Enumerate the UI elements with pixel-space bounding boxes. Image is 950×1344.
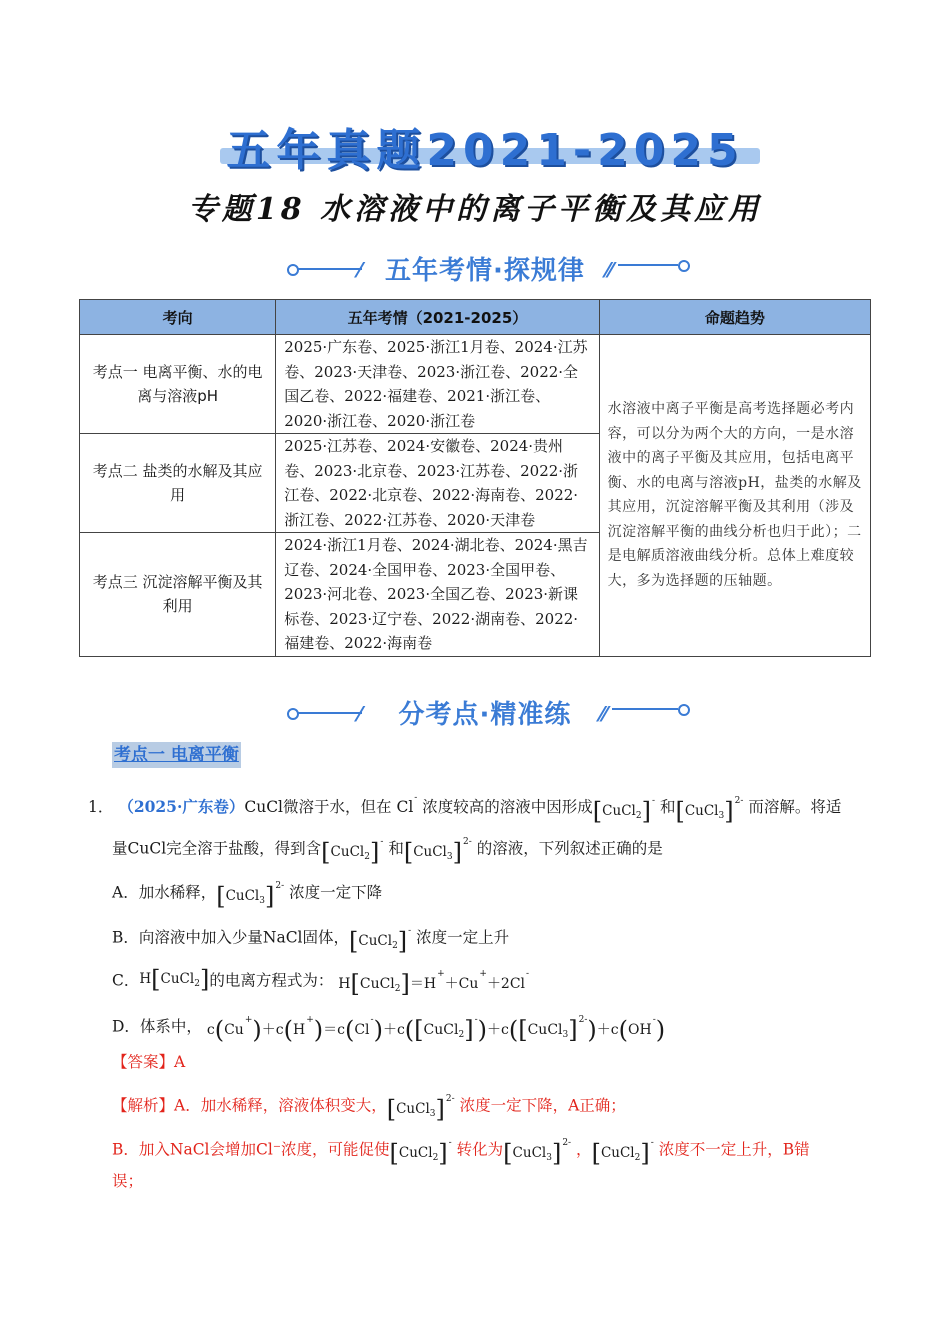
analysis-text: 浓度一定下降，A正确； (459, 1096, 626, 1115)
stem-text: 和 (388, 839, 404, 858)
formula: Cl- (396, 793, 418, 816)
question-stem-line-2 (112, 829, 663, 870)
formula: [CuCl$_3$]$^{2-}$ (386, 1094, 455, 1124)
table-cell-trend: 水溶液中离子平衡是高考选择题必考内容，可以分为两个大的方向，一是水溶液中的离子平衡及其应用，包括电离平衡、水的电离与溶液pH，盐类的水解及其应用，沉淀溶解平衡及其利用（涉及沉淀溶解平衡的曲线分析也归于此）；二是电解质溶液曲线分析。总体上难度较大，多为选择题的压轴题。 (599, 335, 870, 657)
answer-label: 【答案】A (112, 1053, 186, 1071)
dot-icon (678, 704, 690, 716)
table-cell-years: 2025·广东卷、2025·浙江1月卷、2024·江苏卷、2023·天津卷、2023·浙江卷、2022·全国乙卷、2022·福建卷、2021·浙江卷、2020·浙江卷、2020·浙江卷 (276, 335, 599, 434)
analysis-text: 转化为 (456, 1140, 504, 1159)
analysis-text: ， (576, 1140, 592, 1159)
section-header-2 (0, 694, 950, 734)
slash-icon: ⁄⁄ (606, 258, 613, 282)
formula: [CuCl$_3$]$^{2-}$ (403, 837, 472, 867)
option-text: 浓度一定上升 (416, 928, 510, 947)
divider-right (618, 264, 678, 266)
formula: [CuCl$_2$]- (389, 1138, 452, 1168)
stem-text: 的溶液，下列叙述正确的是 (476, 839, 663, 858)
slash-icon: ⁄⁄ (600, 702, 607, 726)
section-title: 五年考情·探规律 (385, 256, 585, 286)
option-text: D．体系中， (112, 1017, 202, 1036)
banner (210, 110, 760, 174)
option-text: 浓度一定下降 (289, 883, 383, 902)
analysis-line-b (112, 1130, 810, 1171)
analysis-line-b-cont: 误； (112, 1172, 144, 1190)
formula: [CuCl$_3$]$^{2-}$ (675, 795, 744, 825)
column-header: 命题趋势 (599, 300, 870, 335)
option-c[interactable] (112, 961, 529, 1002)
stem-text: CuCl微溶于水，但在 (244, 798, 392, 816)
table-cell-topic: 考点一 电离平衡、水的电离与溶液pH (80, 335, 276, 434)
table-cell-years: 2024·浙江1月卷、2024·湖北卷、2024·黑吉辽卷、2024·全国甲卷、2023·全国甲卷、2023·河北卷、2023·全国乙卷、2023·新课标卷、2023·辽宁卷、2022·湖南卷、2022·福建卷、2022·海南卷 (276, 533, 599, 657)
stem-text: 浓度较高的溶液中因形成 (422, 798, 593, 816)
table-cell-topic: 考点三 沉淀溶解平衡及其利用 (80, 533, 276, 657)
option-text: 的电离方程式为： (209, 971, 334, 990)
page-title: 专题18 水溶液中的离子平衡及其应用 (187, 192, 763, 227)
dot-icon (678, 260, 690, 272)
column-header: 考向 (80, 300, 276, 335)
table-row (80, 335, 871, 434)
slash-icon: ⁄ (358, 702, 362, 726)
section-header-1 (0, 250, 950, 290)
charge-balance-equation: c(Cu+)＋c(H+)＝c(Cl-)＋c([CuCl$_2$]-)＋c([CuCl$_3$]$^{2-}$)＋c(OH-) (206, 1015, 666, 1044)
stem-text: 和 (659, 798, 676, 816)
formula: [CuCl$_3$]$^{2-}$ (503, 1138, 572, 1168)
formula: [CuCl$_2$]- (592, 795, 655, 825)
formula: [CuCl$_2$]- (321, 837, 384, 867)
formula: [CuCl$_2$]- (591, 1138, 654, 1168)
formula: [CuCl$_2$]- (349, 926, 412, 956)
section-title: 分考点·精准练 (398, 700, 572, 730)
option-b[interactable] (112, 918, 509, 959)
stem-text: 而溶解。将适 (748, 798, 842, 816)
option-text: C． (112, 971, 140, 990)
banner-title: 五年真题2021-2025 (226, 125, 744, 176)
ionization-equation: H[CuCl$_2$]＝H+＋Cu+＋2Cl- (338, 969, 530, 998)
question-source: （2025·广东卷） (118, 797, 245, 816)
divider-right (612, 708, 678, 710)
stem-text: 量CuCl完全溶于盐酸，得到含 (112, 839, 322, 858)
option-d[interactable] (112, 1007, 665, 1048)
formula: H[CuCl$_2$] (139, 965, 210, 994)
column-header: 五年考情（2021-2025） (276, 300, 599, 335)
exam-table (79, 299, 871, 657)
table-header-row (80, 300, 871, 335)
table-cell-years: 2025·江苏卷、2024·安徽卷、2024·贵州卷、2023·北京卷、2023·江苏卷、2022·浙江卷、2022·北京卷、2022·海南卷、2022·浙江卷、2022·江苏卷、2020·天津卷 (276, 434, 599, 533)
question-stem-line-1 (88, 785, 841, 829)
option-text: B．向溶液中加入少量NaCl固体， (112, 928, 350, 947)
option-a[interactable] (112, 873, 382, 914)
option-text: A．加水稀释， (112, 883, 217, 902)
analysis-text: B．加入NaCl会增加Cl⁻浓度，可能促使 (112, 1140, 390, 1159)
analysis-label: 【解析】 (112, 1096, 175, 1115)
analysis-text: A．加水稀释，溶液体积变大， (174, 1096, 387, 1115)
formula: [CuCl$_3$]$^{2-}$ (216, 881, 285, 911)
analysis-text: 浓度不一定上升，B错 (658, 1140, 810, 1159)
table-cell-topic: 考点二 盐类的水解及其应用 (80, 434, 276, 533)
question-number: 1． (88, 798, 114, 816)
kaodian-tag: 考点一 电离平衡 (112, 742, 241, 768)
analysis-line-a (112, 1086, 626, 1127)
slash-icon: ⁄ (358, 258, 362, 282)
